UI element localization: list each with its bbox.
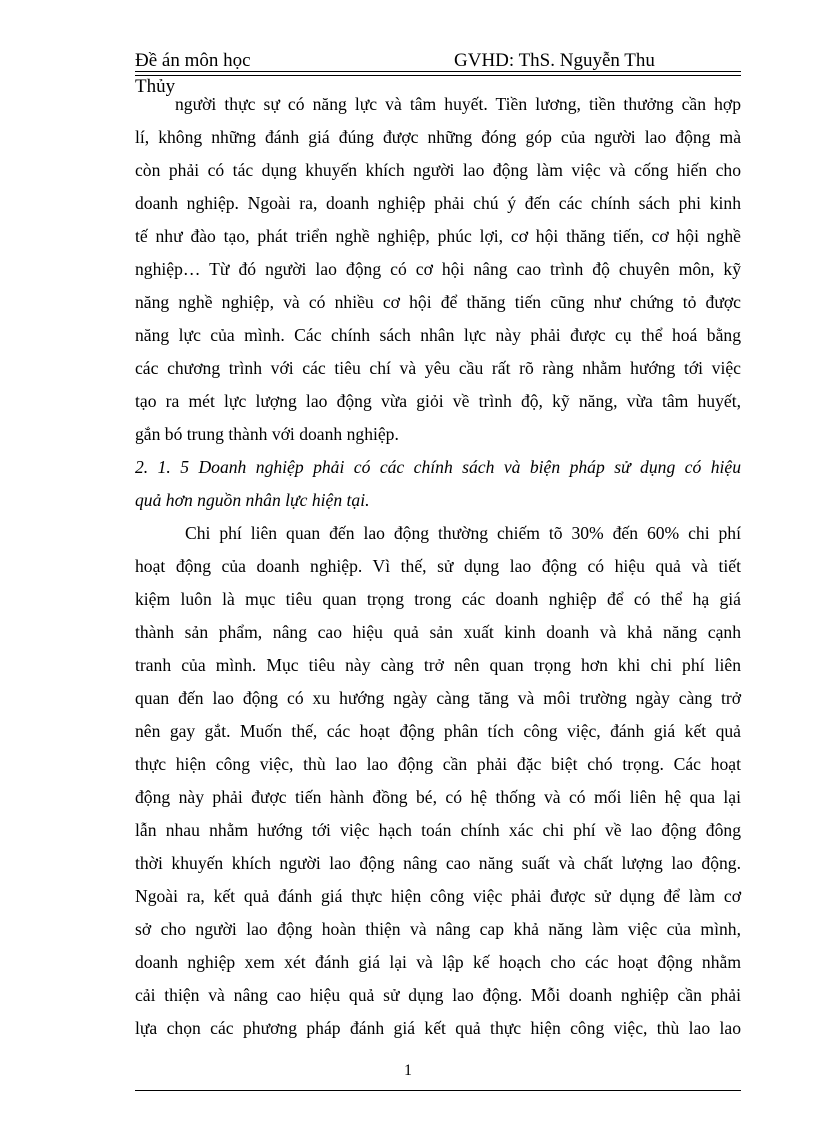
text-line: doanh nghiệp xem xét đánh giá lại và lập kế hoạch cho các hoạt động nhằm xyxy=(135,952,741,972)
text-line: quan đến lao động có xu hướng ngày càng tăng và môi trường ngày càng trở xyxy=(135,688,741,708)
header-rule-top xyxy=(135,71,741,72)
header-supervisor-wrap: Thủy xyxy=(135,76,176,97)
text-line: thực hiện công việc, thù lao lao động cần phải đặc biệt chó trọng. Các hoạt xyxy=(135,754,741,774)
text-line: lí, không những đánh giá đúng được những đóng góp của người lao động mà xyxy=(135,127,741,147)
header-course-title: Đề án môn học xyxy=(135,50,251,71)
text-line: thành sản phẩm, nâng cao hiệu quả sản xuất kinh doanh và khả năng cạnh xyxy=(135,622,741,642)
header-rule-bottom xyxy=(135,75,741,76)
header-supervisor: GVHD: ThS. Nguyễn Thu xyxy=(454,50,655,71)
text-line: năng nghề nghiệp, và có nhiều cơ hội để thăng tiến cũng như chứng tỏ được xyxy=(135,292,741,312)
text-line: sở cho người lao động hoàn thiện và nâng cap khả năng làm việc của mình, xyxy=(135,919,741,939)
text-line: doanh nghiệp. Ngoài ra, doanh nghiệp phải chú ý đến các chính sách phi kinh xyxy=(135,193,741,213)
text-line: tế như đào tạo, phát triển nghề nghiệp, phúc lợi, cơ hội thăng tiến, cơ hội nghề xyxy=(135,226,741,246)
text-line: động này phải được tiến hành đồng bé, có hệ thống và có mối liên hệ qua lại xyxy=(135,787,741,807)
text-line: kiệm luôn là mục tiêu quan trọng trong các doanh nghiệp để có thể hạ giá xyxy=(135,589,741,609)
text-line: nên gay gắt. Muốn thế, các hoạt động phân tích công việc, đánh giá kết quả xyxy=(135,721,741,741)
text-line: lựa chọn các phương pháp đánh giá kết quả thực hiện công việc, thù lao lao xyxy=(135,1018,741,1038)
text-line: cải thiện và nâng cao hiệu quả sử dụng lao động. Mỗi doanh nghiệp cần phải xyxy=(135,985,741,1005)
text-line: người thực sự có năng lực và tâm huyết. Tiền lương, tiền thưởng cần hợp xyxy=(175,94,741,114)
section-heading-cont: quả hơn nguồn nhân lực hiện tại. xyxy=(135,490,370,510)
text-line: năng lực của mình. Các chính sách nhân lực này phải được cụ thể hoá bằng xyxy=(135,325,741,345)
text-line: hoạt động của doanh nghiệp. Vì thế, sử dụng lao động có hiệu quả và tiết xyxy=(135,556,741,576)
text-line: thời khuyến khích người lao động nâng cao năng suất và chất lượng lao động. xyxy=(135,853,741,873)
text-line: Chi phí liên quan đến lao động thường chiếm tõ 30% đến 60% chi phí xyxy=(185,523,741,543)
text-line: tranh của mình. Mục tiêu này càng trở nên quan trọng hơn khi chi phí liên xyxy=(135,655,741,675)
text-line: gắn bó trung thành với doanh nghiệp. xyxy=(135,424,399,444)
text-line: nghiệp… Từ đó người lao động có cơ hội nâng cao trình độ chuyên môn, kỹ xyxy=(135,259,741,279)
text-line: các chương trình với các tiêu chí và yêu cầu rất rõ ràng nhằm hướng tới việc xyxy=(135,358,741,378)
section-heading: 2. 1. 5 Doanh nghiệp phải có các chính sách và biện pháp sử dụng có hiệu xyxy=(135,457,741,477)
text-line: tạo ra mét lực lượng lao động vừa giỏi về trình độ, kỹ năng, vừa tâm huyết, xyxy=(135,391,741,411)
text-line: Ngoài ra, kết quả đánh giá thực hiện công việc phải được sử dụng để làm cơ xyxy=(135,886,741,906)
text-line: còn phải có tác dụng khuyến khích người lao động làm việc và cống hiến cho xyxy=(135,160,741,180)
page-number: 1 xyxy=(404,1062,412,1079)
footer-rule xyxy=(135,1090,741,1091)
text-line: lẫn nhau nhằm hướng tới việc hạch toán chính xác chi phí về lao động đông xyxy=(135,820,741,840)
